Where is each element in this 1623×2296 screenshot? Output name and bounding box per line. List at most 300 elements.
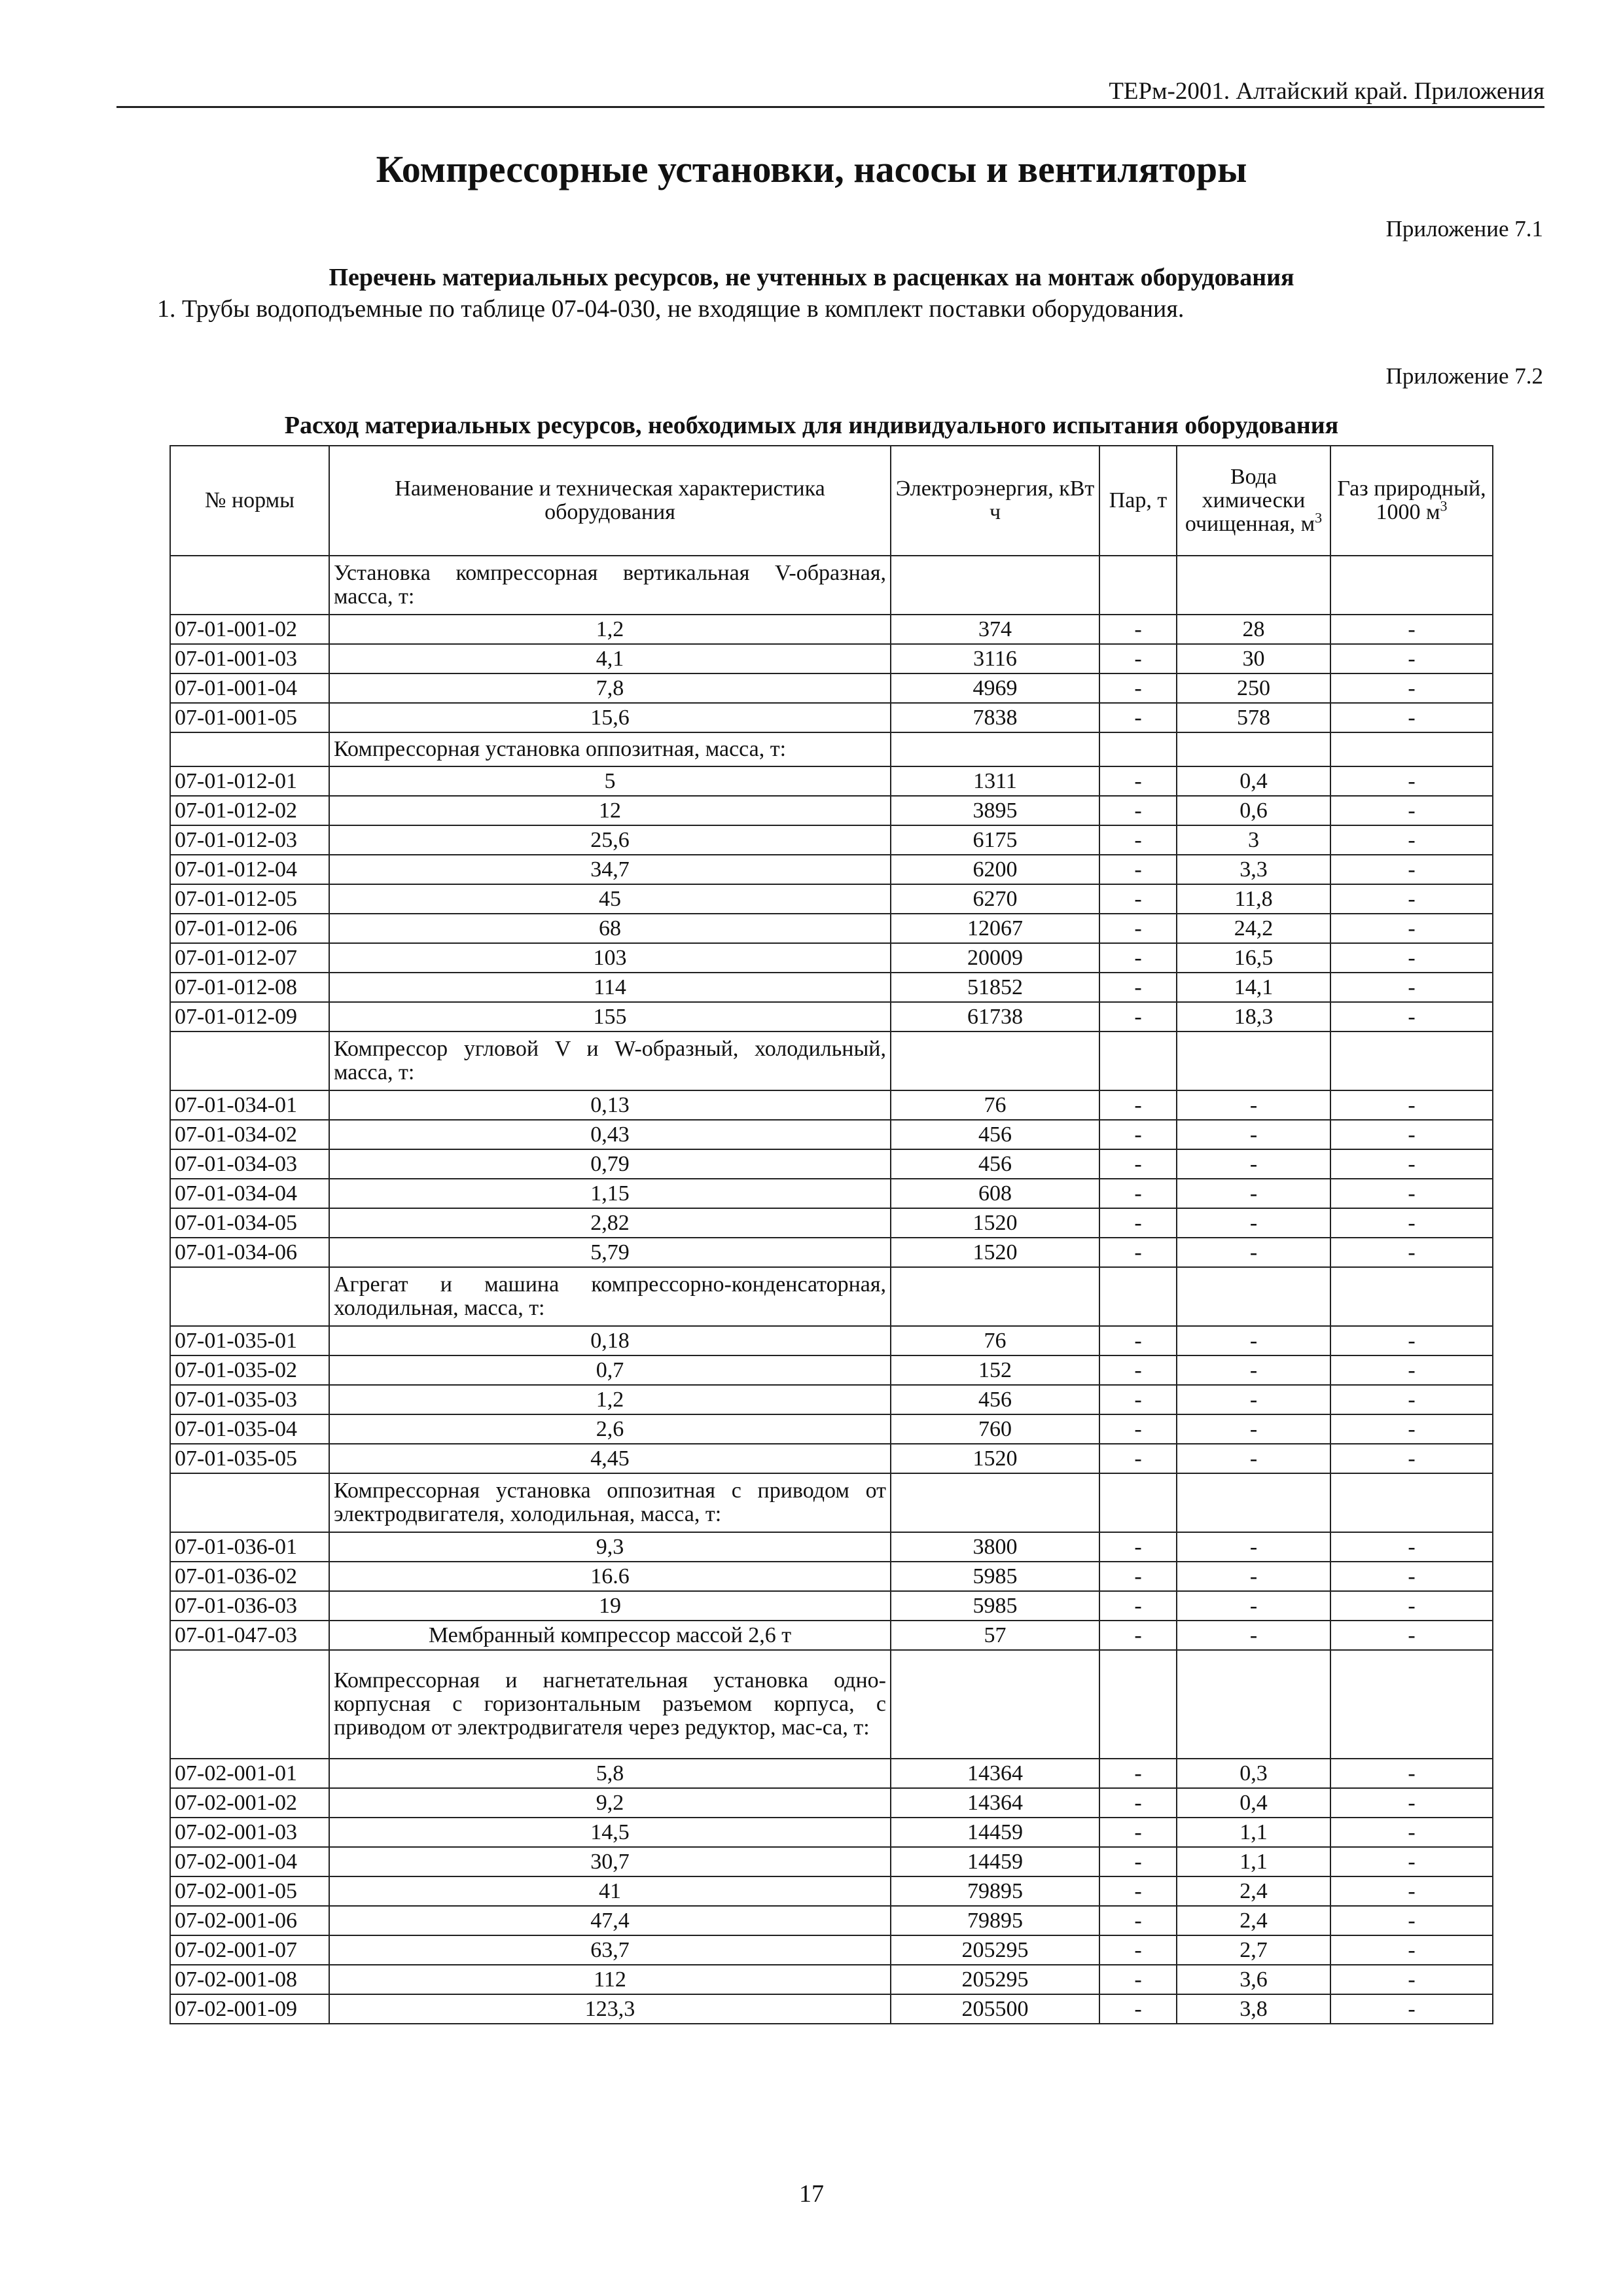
mass-value: 30,7 — [329, 1847, 891, 1876]
power-value: 1311 — [891, 766, 1099, 796]
resources-table — [169, 445, 1493, 2024]
gas-value: - — [1330, 1120, 1493, 1149]
empty-cell — [1177, 1031, 1330, 1090]
steam-value: - — [1099, 796, 1177, 825]
water-value: 1,1 — [1177, 1818, 1330, 1847]
empty-cell — [1177, 1650, 1330, 1759]
steam-value: - — [1099, 1876, 1177, 1906]
gas-value: - — [1330, 1621, 1493, 1650]
appendix-7-2-heading: Расход материальных ресурсов, необходимых для индивидуального испытания оборудования — [284, 412, 1339, 439]
mass-value: 103 — [329, 943, 891, 973]
gas-value: - — [1330, 1847, 1493, 1876]
norm-code: 07-01-012-08 — [170, 973, 329, 1002]
steam-value: - — [1099, 1906, 1177, 1935]
water-value: 11,8 — [1177, 884, 1330, 914]
steam-value: - — [1099, 703, 1177, 732]
empty-cell — [1099, 1473, 1177, 1532]
power-value: 1520 — [891, 1208, 1099, 1238]
norm-code: 07-01-034-02 — [170, 1120, 329, 1149]
table-row — [170, 766, 1493, 796]
water-value: 2,4 — [1177, 1876, 1330, 1906]
norm-code: 07-01-035-03 — [170, 1385, 329, 1414]
norm-code: 07-01-035-05 — [170, 1444, 329, 1473]
steam-value: - — [1099, 973, 1177, 1002]
mass-value: 47,4 — [329, 1906, 891, 1935]
water-value: 2,4 — [1177, 1906, 1330, 1935]
power-value: 57 — [891, 1621, 1099, 1650]
power-value: 6270 — [891, 884, 1099, 914]
page-title: Компрессорные установки, насосы и вентиляторы — [376, 148, 1247, 190]
gas-value: - — [1330, 615, 1493, 644]
gas-value: - — [1330, 1385, 1493, 1414]
power-value: 14459 — [891, 1847, 1099, 1876]
table-row — [170, 914, 1493, 943]
empty-cell — [891, 556, 1099, 615]
table-row — [170, 884, 1493, 914]
steam-value: - — [1099, 1002, 1177, 1031]
mass-value: 25,6 — [329, 825, 891, 855]
norm-code: 07-01-012-09 — [170, 1002, 329, 1031]
gas-value: - — [1330, 1876, 1493, 1906]
gas-value: - — [1330, 1238, 1493, 1267]
table-row — [170, 1562, 1493, 1591]
power-value: 1520 — [891, 1444, 1099, 1473]
empty-cell — [170, 1267, 329, 1326]
power-value: 1520 — [891, 1238, 1099, 1267]
steam-value: - — [1099, 884, 1177, 914]
power-value: 6200 — [891, 855, 1099, 884]
group-row — [170, 1267, 1493, 1326]
mass-value: 0,18 — [329, 1326, 891, 1355]
power-value: 79895 — [891, 1876, 1099, 1906]
norm-code: 07-02-001-07 — [170, 1935, 329, 1965]
table-row — [170, 1621, 1493, 1650]
mass-value: 41 — [329, 1876, 891, 1906]
steam-value: - — [1099, 1788, 1177, 1818]
group-row — [170, 1031, 1493, 1090]
power-value: 205500 — [891, 1994, 1099, 2024]
group-title: Компрессорная установка оппозитная, масса, т: — [329, 732, 891, 766]
norm-code: 07-01-034-06 — [170, 1238, 329, 1267]
group-title: Агрегат и машина компрессорно-конденсаторная, холодильная, масса, т: — [329, 1267, 891, 1326]
table-row — [170, 1788, 1493, 1818]
gas-value: - — [1330, 1906, 1493, 1935]
header-steam: Пар, т — [1099, 446, 1177, 556]
table-row — [170, 1965, 1493, 1994]
group-row — [170, 1650, 1493, 1759]
water-value: 3,8 — [1177, 1994, 1330, 2024]
water-value: - — [1177, 1562, 1330, 1591]
power-value: 3116 — [891, 644, 1099, 673]
table-body — [170, 556, 1493, 2024]
steam-value: - — [1099, 673, 1177, 703]
header-name: Наименование и техническая характеристика оборудования — [329, 446, 891, 556]
table-row — [170, 1120, 1493, 1149]
mass-value: Мембранный компрессор массой 2,6 т — [329, 1621, 891, 1650]
water-value: 14,1 — [1177, 973, 1330, 1002]
appendix-7-1-item: 1. Трубы водоподъемные по таблице 07-04-030, не входящие в комплект поставки оборудования. — [157, 295, 1185, 323]
water-value: - — [1177, 1179, 1330, 1208]
steam-value: - — [1099, 1562, 1177, 1591]
mass-value: 16.6 — [329, 1562, 891, 1591]
appendix-7-1-heading: Перечень материальных ресурсов, не учтенных в расценках на монтаж оборудования — [329, 264, 1294, 291]
power-value: 76 — [891, 1090, 1099, 1120]
running-header-text: ТЕРм-2001. Алтайский край. Приложения — [1109, 78, 1544, 105]
mass-value: 4,1 — [329, 644, 891, 673]
table-header-row — [170, 446, 1493, 556]
steam-value: - — [1099, 1414, 1177, 1444]
norm-code: 07-01-001-02 — [170, 615, 329, 644]
table-row — [170, 1179, 1493, 1208]
gas-value: - — [1330, 884, 1493, 914]
power-value: 6175 — [891, 825, 1099, 855]
table-row — [170, 796, 1493, 825]
gas-value: - — [1330, 1935, 1493, 1965]
empty-cell — [1330, 556, 1493, 615]
table-row — [170, 644, 1493, 673]
steam-value: - — [1099, 1149, 1177, 1179]
mass-value: 9,3 — [329, 1532, 891, 1562]
mass-value: 2,6 — [329, 1414, 891, 1444]
norm-code: 07-01-034-04 — [170, 1179, 329, 1208]
water-value: 16,5 — [1177, 943, 1330, 973]
water-value: - — [1177, 1090, 1330, 1120]
empty-cell — [1099, 1267, 1177, 1326]
water-value: - — [1177, 1149, 1330, 1179]
power-value: 12067 — [891, 914, 1099, 943]
running-header — [116, 73, 1544, 108]
gas-value: - — [1330, 943, 1493, 973]
steam-value: - — [1099, 615, 1177, 644]
power-value: 14459 — [891, 1818, 1099, 1847]
power-value: 14364 — [891, 1788, 1099, 1818]
gas-value: - — [1330, 1759, 1493, 1788]
page-number: 17 — [799, 2180, 824, 2208]
power-value: 61738 — [891, 1002, 1099, 1031]
gas-value: - — [1330, 1414, 1493, 1444]
power-value: 456 — [891, 1385, 1099, 1414]
water-value: - — [1177, 1414, 1330, 1444]
water-value: - — [1177, 1326, 1330, 1355]
gas-value: - — [1330, 1994, 1493, 2024]
norm-code: 07-01-012-02 — [170, 796, 329, 825]
water-value: 1,1 — [1177, 1847, 1330, 1876]
gas-value: - — [1330, 825, 1493, 855]
gas-value: - — [1330, 1179, 1493, 1208]
norm-code: 07-01-012-05 — [170, 884, 329, 914]
empty-cell — [891, 1473, 1099, 1532]
header-gas: Газ природный, 1000 $м^3$ — [1330, 446, 1493, 556]
mass-value: 5,8 — [329, 1759, 891, 1788]
power-value: 20009 — [891, 943, 1099, 973]
norm-code: 07-01-034-03 — [170, 1149, 329, 1179]
table-row — [170, 1414, 1493, 1444]
power-value: 4969 — [891, 673, 1099, 703]
table-row — [170, 855, 1493, 884]
water-value: 0,3 — [1177, 1759, 1330, 1788]
water-value: - — [1177, 1444, 1330, 1473]
norm-code: 07-02-001-08 — [170, 1965, 329, 1994]
water-value: 18,3 — [1177, 1002, 1330, 1031]
norm-code: 07-01-012-07 — [170, 943, 329, 973]
water-value: 3,6 — [1177, 1965, 1330, 1994]
gas-value: - — [1330, 1788, 1493, 1818]
table-row — [170, 943, 1493, 973]
norm-code: 07-02-001-01 — [170, 1759, 329, 1788]
table-row — [170, 1149, 1493, 1179]
table-row — [170, 1444, 1493, 1473]
steam-value: - — [1099, 1326, 1177, 1355]
norm-code: 07-02-001-03 — [170, 1818, 329, 1847]
water-value: 3,3 — [1177, 855, 1330, 884]
steam-value: - — [1099, 1994, 1177, 2024]
norm-code: 07-01-036-03 — [170, 1591, 329, 1621]
gas-value: - — [1330, 1965, 1493, 1994]
header-code: № нормы — [170, 446, 329, 556]
empty-cell — [1177, 1267, 1330, 1326]
water-value: - — [1177, 1120, 1330, 1149]
gas-value: - — [1330, 973, 1493, 1002]
appendix-7-2-label: Приложение 7.2 — [1385, 363, 1543, 389]
table-row — [170, 1355, 1493, 1385]
empty-cell — [1177, 732, 1330, 766]
empty-cell — [1330, 1267, 1493, 1326]
water-value: - — [1177, 1385, 1330, 1414]
empty-cell — [1099, 732, 1177, 766]
water-value: - — [1177, 1355, 1330, 1385]
water-value: - — [1177, 1591, 1330, 1621]
norm-code: 07-01-012-06 — [170, 914, 329, 943]
table-row — [170, 1935, 1493, 1965]
steam-value: - — [1099, 1385, 1177, 1414]
table-row — [170, 1002, 1493, 1031]
power-value: 608 — [891, 1179, 1099, 1208]
norm-code: 07-01-034-05 — [170, 1208, 329, 1238]
water-value: 2,7 — [1177, 1935, 1330, 1965]
table-row — [170, 1238, 1493, 1267]
mass-value: 5,79 — [329, 1238, 891, 1267]
water-value: 0,6 — [1177, 796, 1330, 825]
steam-value: - — [1099, 1532, 1177, 1562]
table-row — [170, 1876, 1493, 1906]
mass-value: 19 — [329, 1591, 891, 1621]
group-row — [170, 732, 1493, 766]
mass-value: 1,2 — [329, 615, 891, 644]
water-value: 250 — [1177, 673, 1330, 703]
empty-cell — [170, 1650, 329, 1759]
steam-value: - — [1099, 1935, 1177, 1965]
table-row — [170, 1759, 1493, 1788]
norm-code: 07-01-001-03 — [170, 644, 329, 673]
table-row — [170, 1090, 1493, 1120]
mass-value: 68 — [329, 914, 891, 943]
empty-cell — [170, 556, 329, 615]
table-row — [170, 1208, 1493, 1238]
steam-value: - — [1099, 1238, 1177, 1267]
header-power: Электроэнергия, кВт ч — [891, 446, 1099, 556]
norm-code: 07-02-001-09 — [170, 1994, 329, 2024]
gas-value: - — [1330, 1562, 1493, 1591]
water-value: 0,4 — [1177, 766, 1330, 796]
steam-value: - — [1099, 1759, 1177, 1788]
mass-value: 45 — [329, 884, 891, 914]
table-row — [170, 1906, 1493, 1935]
steam-value: - — [1099, 1965, 1177, 1994]
steam-value: - — [1099, 644, 1177, 673]
empty-cell — [1330, 732, 1493, 766]
steam-value: - — [1099, 1355, 1177, 1385]
empty-cell — [1099, 1650, 1177, 1759]
steam-value: - — [1099, 914, 1177, 943]
table-row — [170, 1385, 1493, 1414]
norm-code: 07-01-034-01 — [170, 1090, 329, 1120]
gas-value: - — [1330, 1532, 1493, 1562]
table-row — [170, 825, 1493, 855]
steam-value: - — [1099, 1847, 1177, 1876]
gas-value: - — [1330, 1326, 1493, 1355]
mass-value: 123,3 — [329, 1994, 891, 2024]
mass-value: 4,45 — [329, 1444, 891, 1473]
table-row — [170, 673, 1493, 703]
power-value: 456 — [891, 1149, 1099, 1179]
mass-value: 5 — [329, 766, 891, 796]
power-value: 5985 — [891, 1591, 1099, 1621]
header-water: Вода химически очищенная, $м^3$ — [1177, 446, 1330, 556]
norm-code: 07-01-047-03 — [170, 1621, 329, 1650]
norm-code: 07-01-035-02 — [170, 1355, 329, 1385]
water-value: 3 — [1177, 825, 1330, 855]
norm-code: 07-01-012-04 — [170, 855, 329, 884]
water-value: 578 — [1177, 703, 1330, 732]
power-value: 76 — [891, 1326, 1099, 1355]
steam-value: - — [1099, 943, 1177, 973]
gas-value: - — [1330, 1591, 1493, 1621]
power-value: 456 — [891, 1120, 1099, 1149]
power-value: 374 — [891, 615, 1099, 644]
empty-cell — [1099, 556, 1177, 615]
table-row — [170, 703, 1493, 732]
gas-value: - — [1330, 1149, 1493, 1179]
power-value: 5985 — [891, 1562, 1099, 1591]
gas-value: - — [1330, 855, 1493, 884]
power-value: 51852 — [891, 973, 1099, 1002]
gas-value: - — [1330, 766, 1493, 796]
power-value: 152 — [891, 1355, 1099, 1385]
steam-value: - — [1099, 1818, 1177, 1847]
table-row — [170, 1818, 1493, 1847]
steam-value: - — [1099, 766, 1177, 796]
group-title: Компрессор угловой V и W-образный, холодильный, масса, т: — [329, 1031, 891, 1090]
mass-value: 7,8 — [329, 673, 891, 703]
group-title: Компрессорная и нагнетательная установка одно-корпусная с горизонтальным разъемом корпуса, с приводом от электродвигателя через редуктор, мас-са, т: — [329, 1650, 891, 1759]
norm-code: 07-01-001-05 — [170, 703, 329, 732]
table-row — [170, 1847, 1493, 1876]
steam-value: - — [1099, 855, 1177, 884]
mass-value: 114 — [329, 973, 891, 1002]
norm-code: 07-01-035-04 — [170, 1414, 329, 1444]
steam-value: - — [1099, 1591, 1177, 1621]
mass-value: 0,79 — [329, 1149, 891, 1179]
norm-code: 07-01-036-01 — [170, 1532, 329, 1562]
mass-value: 112 — [329, 1965, 891, 1994]
norm-code: 07-01-012-03 — [170, 825, 329, 855]
gas-value: - — [1330, 1002, 1493, 1031]
steam-value: - — [1099, 1208, 1177, 1238]
water-value: 0,4 — [1177, 1788, 1330, 1818]
power-value: 205295 — [891, 1965, 1099, 1994]
norm-code: 07-02-001-06 — [170, 1906, 329, 1935]
mass-value: 1,15 — [329, 1179, 891, 1208]
empty-cell — [170, 1473, 329, 1532]
water-value: 30 — [1177, 644, 1330, 673]
norm-code: 07-02-001-05 — [170, 1876, 329, 1906]
power-value: 79895 — [891, 1906, 1099, 1935]
mass-value: 2,82 — [329, 1208, 891, 1238]
group-row — [170, 556, 1493, 615]
empty-cell — [891, 1031, 1099, 1090]
mass-value: 155 — [329, 1002, 891, 1031]
gas-value: - — [1330, 1090, 1493, 1120]
steam-value: - — [1099, 1444, 1177, 1473]
power-value: 760 — [891, 1414, 1099, 1444]
mass-value: 63,7 — [329, 1935, 891, 1965]
table-row — [170, 1994, 1493, 2024]
water-value: - — [1177, 1621, 1330, 1650]
mass-value: 1,2 — [329, 1385, 891, 1414]
power-value: 205295 — [891, 1935, 1099, 1965]
norm-code: 07-01-036-02 — [170, 1562, 329, 1591]
empty-cell — [891, 732, 1099, 766]
group-row — [170, 1473, 1493, 1532]
water-value: - — [1177, 1532, 1330, 1562]
norm-code: 07-02-001-02 — [170, 1788, 329, 1818]
power-value: 14364 — [891, 1759, 1099, 1788]
group-title: Установка компрессорная вертикальная V-образная, масса, т: — [329, 556, 891, 615]
power-value: 3895 — [891, 796, 1099, 825]
water-value: 24,2 — [1177, 914, 1330, 943]
steam-value: - — [1099, 1179, 1177, 1208]
gas-value: - — [1330, 914, 1493, 943]
gas-value: - — [1330, 644, 1493, 673]
mass-value: 0,7 — [329, 1355, 891, 1385]
water-value: - — [1177, 1208, 1330, 1238]
norm-code: 07-01-035-01 — [170, 1326, 329, 1355]
mass-value: 15,6 — [329, 703, 891, 732]
empty-cell — [170, 732, 329, 766]
empty-cell — [891, 1650, 1099, 1759]
table-row — [170, 973, 1493, 1002]
appendix-7-1-label: Приложение 7.1 — [1385, 216, 1543, 242]
water-value: - — [1177, 1238, 1330, 1267]
mass-value: 12 — [329, 796, 891, 825]
norm-code: 07-01-012-01 — [170, 766, 329, 796]
power-value: 3800 — [891, 1532, 1099, 1562]
table-row — [170, 1591, 1493, 1621]
norm-code: 07-01-001-04 — [170, 673, 329, 703]
group-title: Компрессорная установка оппозитная с приводом от электродвигателя, холодильная, масса, т: — [329, 1473, 891, 1532]
mass-value: 34,7 — [329, 855, 891, 884]
empty-cell — [891, 1267, 1099, 1326]
steam-value: - — [1099, 1621, 1177, 1650]
gas-value: - — [1330, 796, 1493, 825]
mass-value: 0,43 — [329, 1120, 891, 1149]
empty-cell — [1330, 1650, 1493, 1759]
empty-cell — [1177, 1473, 1330, 1532]
gas-value: - — [1330, 1355, 1493, 1385]
empty-cell — [1177, 556, 1330, 615]
norm-code: 07-02-001-04 — [170, 1847, 329, 1876]
mass-value: 14,5 — [329, 1818, 891, 1847]
